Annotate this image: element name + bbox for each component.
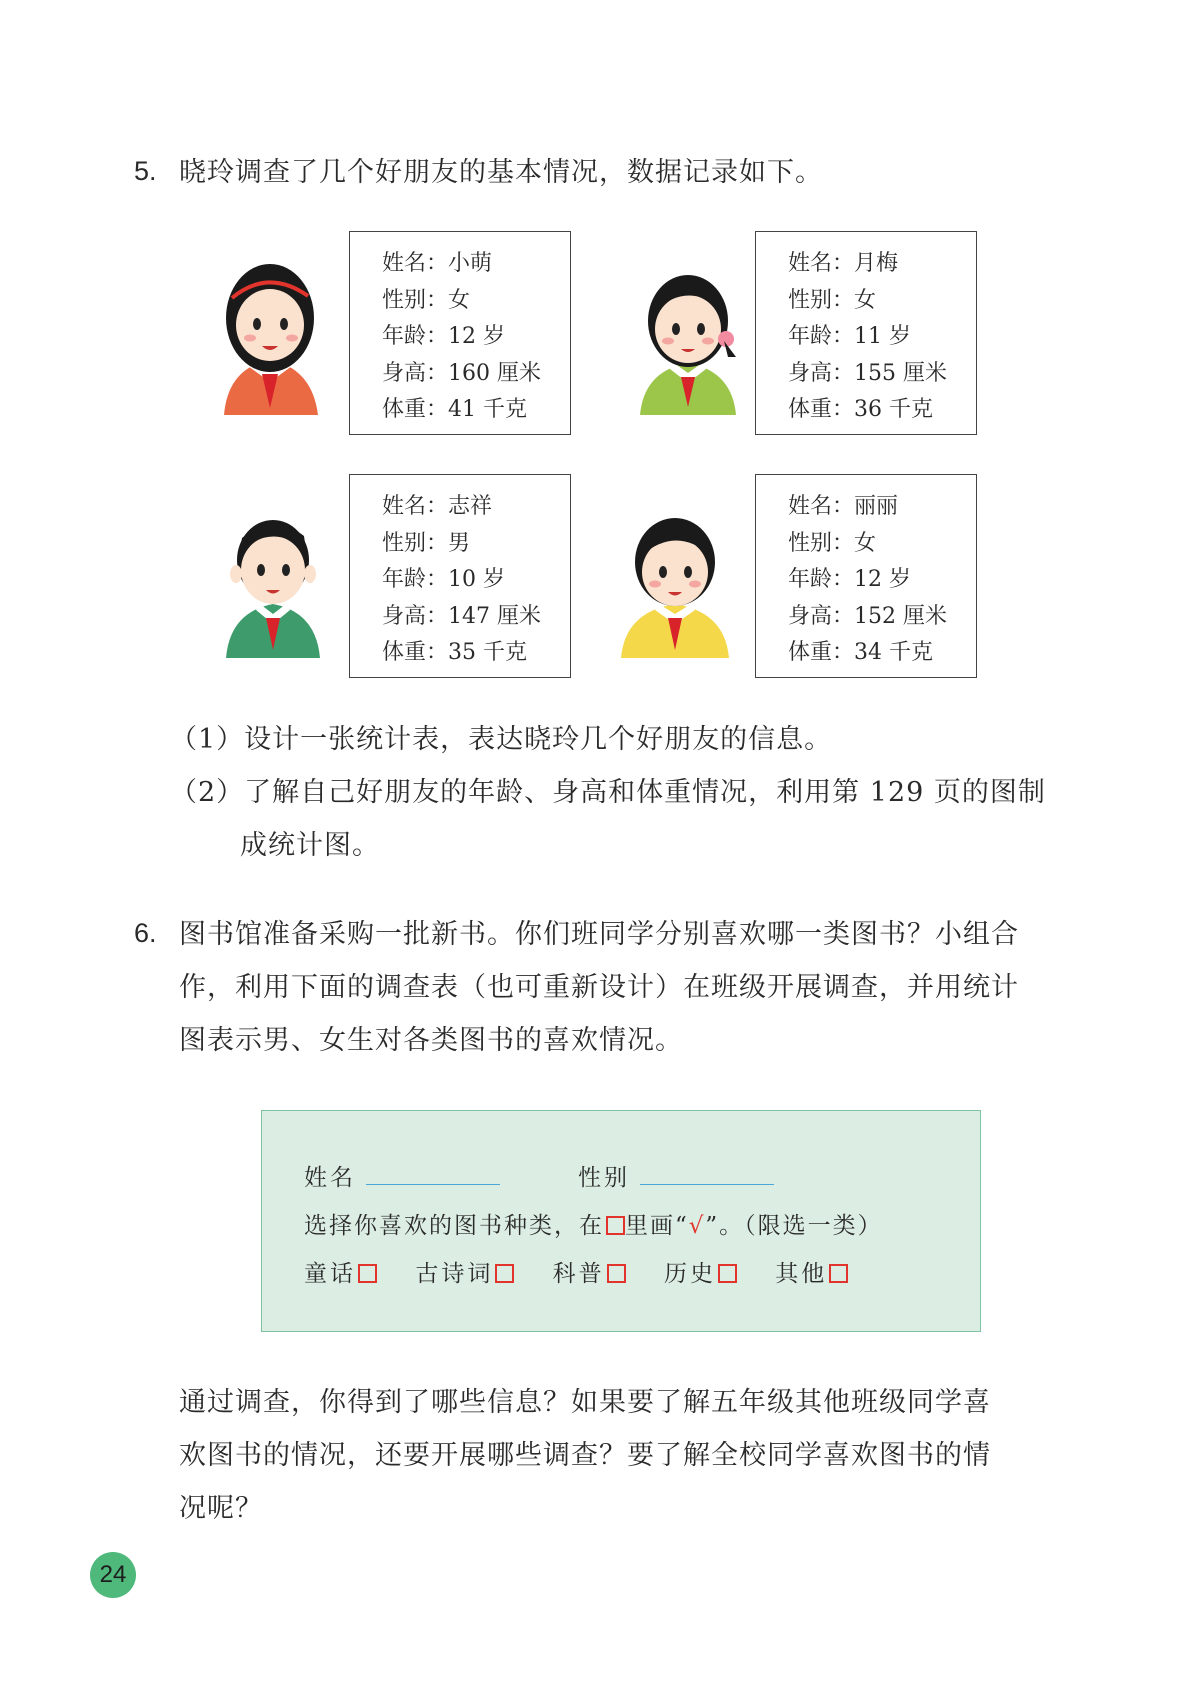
info-card-yuemei (755, 231, 977, 435)
followup-line-3: 况呢？ (179, 1493, 263, 1524)
child-yuemei-illustration (632, 255, 744, 415)
category-options (304, 1255, 848, 1288)
category-option-fairy-tale[interactable] (304, 1261, 377, 1287)
instruction-text-pre: 选择你喜欢的图书种类，在 (304, 1213, 604, 1239)
survey-gender-row (578, 1159, 774, 1192)
category-label: 其他 (775, 1261, 828, 1287)
card-gender: 性别：男 (382, 530, 471, 556)
name-label: 姓名 (304, 1165, 356, 1191)
question-6-number: 6. (134, 918, 157, 948)
card-age: 年龄：11 岁 (788, 324, 911, 349)
question-6-line-3: 图表示男、女生对各类图书的喜欢情况。 (179, 1025, 683, 1056)
card-gender: 性别：女 (382, 287, 471, 313)
question-5-number: 5. (134, 156, 157, 186)
category-checkbox[interactable] (495, 1264, 514, 1283)
card-weight: 体重：35 千克 (382, 640, 527, 665)
survey-name-row (304, 1159, 500, 1192)
card-name: 姓名：丽丽 (788, 494, 899, 519)
info-card-xiaomeng (349, 231, 571, 435)
category-checkbox[interactable] (829, 1264, 848, 1283)
card-weight: 体重：41 千克 (382, 397, 527, 422)
category-option-history[interactable] (664, 1261, 737, 1287)
example-checkbox (606, 1216, 625, 1235)
category-option-other[interactable] (775, 1261, 848, 1287)
survey-instruction (304, 1207, 883, 1240)
card-weight: 体重：36 千克 (788, 397, 933, 422)
card-name: 姓名：小萌 (382, 251, 493, 276)
card-age: 年龄：10 岁 (382, 567, 505, 592)
card-name: 姓名：月梅 (788, 251, 899, 276)
followup-line-1: 通过调查，你得到了哪些信息？如果要了解五年级其他班级同学喜 (179, 1387, 991, 1418)
sub-question-1: （1）设计一张统计表，表达晓玲几个好朋友的信息。 (170, 724, 833, 755)
category-option-science[interactable] (553, 1261, 626, 1287)
card-weight: 体重：34 千克 (788, 640, 933, 665)
instruction-text-post: ”。（限选一类） (705, 1213, 883, 1239)
card-age: 年龄：12 岁 (788, 567, 911, 592)
question-5-text: 晓玲调查了几个好朋友的基本情况，数据记录如下。 (179, 157, 823, 188)
instruction-text-mid: 里画“ (625, 1213, 689, 1239)
question-6-line-2: 作，利用下面的调查表（也可重新设计）在班级开展调查，并用统计 (179, 972, 1019, 1003)
gender-blank[interactable] (640, 1184, 774, 1185)
category-checkbox[interactable] (358, 1264, 377, 1283)
card-height: 身高：155 厘米 (788, 360, 947, 386)
card-age: 年龄：12 岁 (382, 324, 505, 349)
survey-form (261, 1110, 981, 1332)
gender-label: 性别 (578, 1165, 630, 1191)
child-zhixiang-illustration (222, 498, 324, 658)
category-checkbox[interactable] (607, 1264, 626, 1283)
card-height: 身高：152 厘米 (788, 603, 947, 629)
category-label: 童话 (304, 1261, 356, 1287)
category-option-ancient-poetry[interactable] (415, 1261, 514, 1287)
info-card-zhixiang (349, 474, 571, 678)
page-number-badge: 24 (90, 1552, 136, 1598)
name-blank[interactable] (366, 1184, 500, 1185)
child-xiaomeng-illustration (212, 250, 330, 415)
card-gender: 性别：女 (788, 287, 877, 313)
category-label: 科普 (552, 1261, 605, 1287)
followup-line-2: 欢图书的情况，还要开展哪些调查？要了解全校同学喜欢图书的情 (179, 1440, 991, 1471)
card-height: 身高：160 厘米 (382, 360, 541, 386)
card-gender: 性别：女 (788, 530, 877, 556)
sub-question-2-line-1: （2）了解自己好朋友的年龄、身高和体重情况，利用第 129 页的图制 (170, 777, 1046, 808)
sub-question-2-line-2: 成统计图。 (240, 830, 380, 861)
category-label: 古诗词 (415, 1261, 494, 1287)
info-card-lili (755, 474, 977, 678)
category-label: 历史 (663, 1261, 716, 1287)
check-mark-icon: √ (688, 1213, 706, 1239)
question-6-line-1: 图书馆准备采购一批新书。你们班同学分别喜欢哪一类图书？小组合 (179, 919, 1019, 950)
card-name: 姓名：志祥 (382, 494, 493, 519)
child-lili-illustration (615, 500, 735, 658)
category-checkbox[interactable] (718, 1264, 737, 1283)
card-height: 身高：147 厘米 (382, 603, 541, 629)
